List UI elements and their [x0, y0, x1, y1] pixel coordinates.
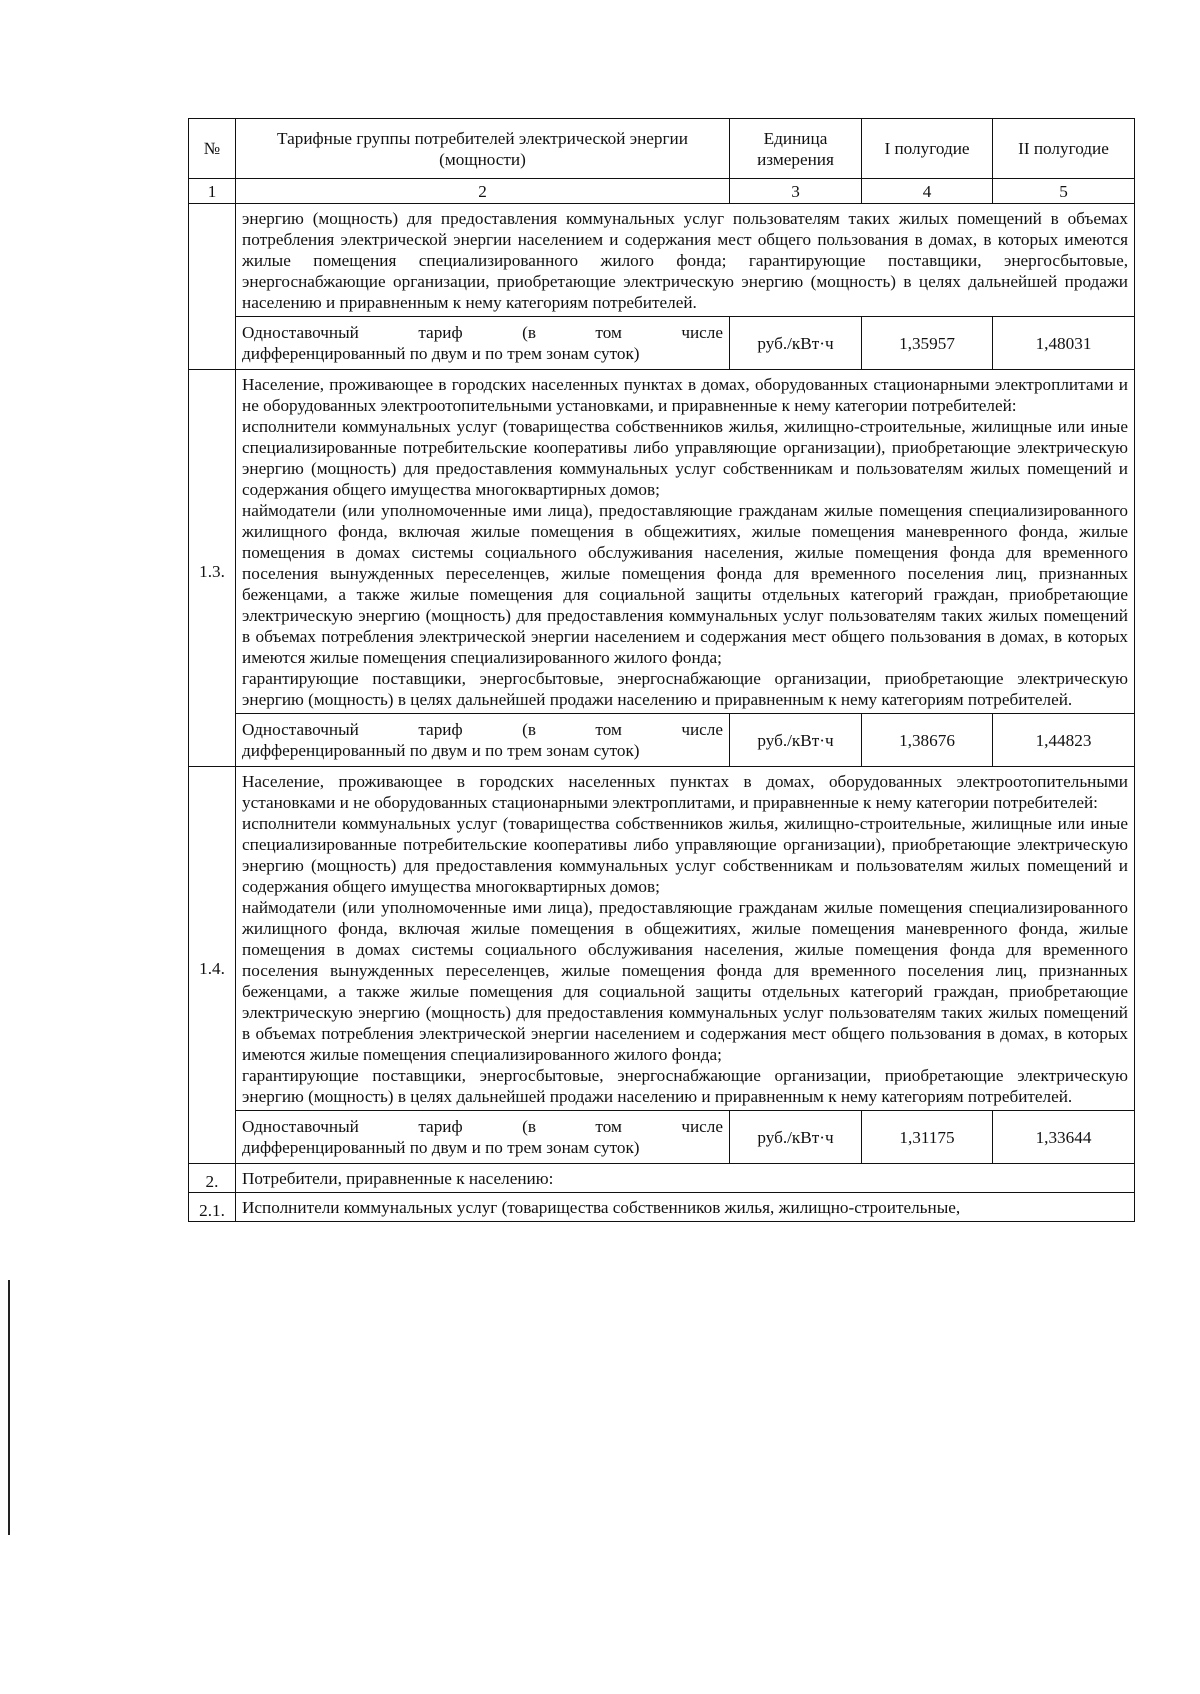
- row-number: 1.3.: [189, 370, 236, 767]
- tariff-second-half-value: 1,33644: [993, 1111, 1135, 1164]
- column-number: 5: [993, 179, 1135, 204]
- tariff-unit: руб./кВт·ч: [730, 317, 862, 370]
- tariff-name: Одноставочный тариф (в том числе дифференцированный по двум и по трем зонам суток): [236, 714, 730, 767]
- table-row: [189, 1193, 1135, 1222]
- row-description: Исполнители коммунальных услуг (товарищества собственников жилья, жилищно-строительные,: [236, 1193, 1135, 1222]
- paragraph: энергию (мощность) для предоставления коммунальных услуг пользователям таких жилых помещений в объемах потребления электрической энергии населением и содержания мест общего пользования в домах, в которых имеются жилые помещения специализированного жилого фонда; гарантирующие поставщики, энергосбытовые, энергоснабжающие организации, приобретающие электрическую энергию (мощность) в целях дальнейшей продажи населению и приравненным к нему категориям потребителей.: [242, 209, 1128, 312]
- column-number: 3: [730, 179, 862, 204]
- paragraph: исполнители коммунальных услуг (товарищества собственников жилья, жилищно-строительные, жилищные или иные специализированные потребительские кооперативы либо управляющие организации), приобретающие электрическую энергию (мощность) для предоставления коммунальных услуг собственникам и пользователям жилых помещений и содержания общего имущества многоквартирных домов;: [242, 417, 1128, 499]
- tariff-second-half-value: 1,48031: [993, 317, 1135, 370]
- scan-margin-line: [8, 1280, 10, 1535]
- tariff-first-half-value: 1,35957: [862, 317, 993, 370]
- tariff-name: Одноставочный тариф (в том числе дифференцированный по двум и по трем зонам суток): [236, 317, 730, 370]
- table-row: [189, 370, 1135, 714]
- column-number: 4: [862, 179, 993, 204]
- header-second-half: II полугодие: [993, 119, 1135, 179]
- header-tariff-group: Тарифные группы потребителей электрической энергии (мощности): [236, 119, 730, 179]
- tariff-unit: руб./кВт·ч: [730, 714, 862, 767]
- column-numbers-row: [189, 179, 1135, 204]
- table-row: [189, 1164, 1135, 1193]
- tariff-row: [189, 317, 1135, 370]
- row-number: [189, 204, 236, 370]
- tariff-row: [189, 714, 1135, 767]
- paragraph: исполнители коммунальных услуг (товарищества собственников жилья, жилищно-строительные, жилищные или иные специализированные потребительские кооперативы либо управляющие организации), приобретающие электрическую энергию (мощность) для предоставления коммунальных услуг собственникам и пользователям жилых помещений и содержания общего имущества многоквартирных домов;: [242, 814, 1128, 896]
- table-row: [189, 204, 1135, 317]
- row-description: [236, 370, 1135, 714]
- table-row: [189, 767, 1135, 1111]
- row-number: 2.: [189, 1164, 236, 1193]
- column-number: 1: [189, 179, 236, 204]
- paragraph: гарантирующие поставщики, энергосбытовые, энергоснабжающие организации, приобретающие электрическую энергию (мощность) в целях дальнейшей продажи населению и приравненным к нему категориям потребителей.: [242, 1066, 1128, 1106]
- tariff-second-half-value: 1,44823: [993, 714, 1135, 767]
- tariff-row: [189, 1111, 1135, 1164]
- row-description: Потребители, приравненные к населению:: [236, 1164, 1135, 1193]
- column-number: 2: [236, 179, 730, 204]
- row-description: [236, 767, 1135, 1111]
- tariff-first-half-value: 1,38676: [862, 714, 993, 767]
- paragraph: гарантирующие поставщики, энергосбытовые, энергоснабжающие организации, приобретающие электрическую энергию (мощность) в целях дальнейшей продажи населению и приравненным к нему категориям потребителей.: [242, 669, 1128, 709]
- tariff-name: Одноставочный тариф (в том числе дифференцированный по двум и по трем зонам суток): [236, 1111, 730, 1164]
- paragraph: наймодатели (или уполномоченные ими лица), предоставляющие гражданам жилые помещения специализированного жилищного фонда, включая жилые помещения в общежитиях, жилые помещения маневренного фонда, жилые помещения в домах системы социального обслуживания населения, жилые помещения фонда для временного поселения вынужденных переселенцев, жилые помещения фонда для временного поселения лиц, признанных беженцами, а также жилые помещения для социальной защиты отдельных категорий граждан, приобретающие электрическую энергию (мощность) для предоставления коммунальных услуг пользователям таких жилых помещений в объемах потребления электрической энергии населением и содержания мест общего пользования в домах, в которых имеются жилые помещения специализированного жилого фонда;: [242, 501, 1128, 667]
- header-unit: Единица измерения: [730, 119, 862, 179]
- header-first-half: I полугодие: [862, 119, 993, 179]
- tariff-unit: руб./кВт·ч: [730, 1111, 862, 1164]
- header-number: №: [189, 119, 236, 179]
- paragraph: Население, проживающее в городских населенных пунктах в домах, оборудованных электроотопительными установками и не оборудованных стационарными электроплитами, и приравненные к нему категории потребителей:: [242, 772, 1128, 812]
- paragraph: наймодатели (или уполномоченные ими лица), предоставляющие гражданам жилые помещения специализированного жилищного фонда, включая жилые помещения в общежитиях, жилые помещения маневренного фонда, жилые помещения в домах системы социального обслуживания населения, жилые помещения фонда для временного поселения вынужденных переселенцев, жилые помещения фонда для временного поселения лиц, признанных беженцами, а также жилые помещения для социальной защиты отдельных категорий граждан, приобретающие электрическую энергию (мощность) для предоставления коммунальных услуг пользователям таких жилых помещений в объемах потребления электрической энергии населением и содержания мест общего пользования в домах, в которых имеются жилые помещения специализированного жилого фонда;: [242, 898, 1128, 1064]
- paragraph: Население, проживающее в городских населенных пунктах в домах, оборудованных стационарными электроплитами и не оборудованных электроотопительными установками, и приравненные к нему категории потребителей:: [242, 375, 1128, 415]
- row-description: [236, 204, 1135, 317]
- row-number: 1.4.: [189, 767, 236, 1164]
- tariff-table: [188, 118, 1135, 1222]
- table-header-row: [189, 119, 1135, 179]
- row-number: 2.1.: [189, 1193, 236, 1222]
- tariff-first-half-value: 1,31175: [862, 1111, 993, 1164]
